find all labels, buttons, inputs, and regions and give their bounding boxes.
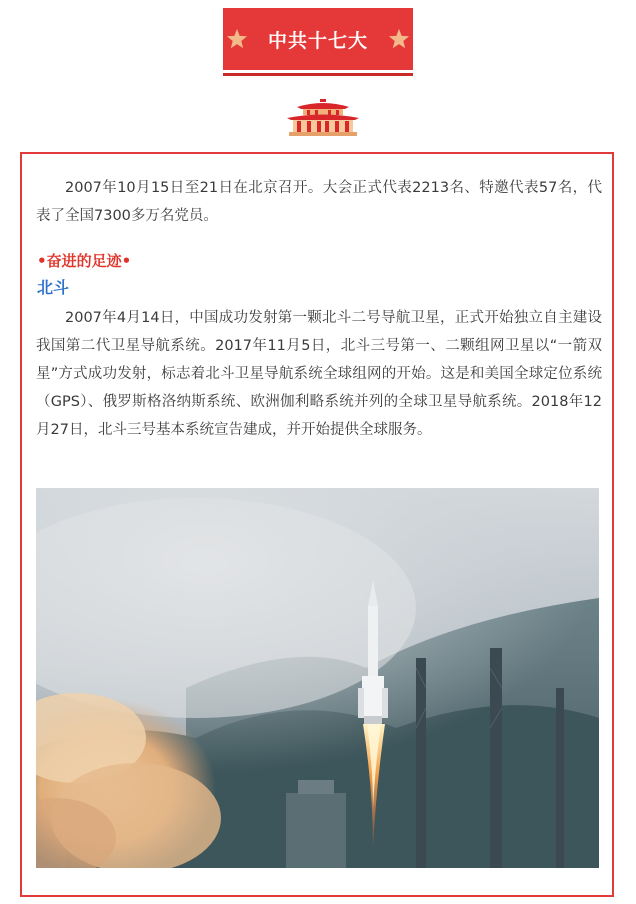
intro-paragraph: 2007年10月15日至21日在北京召开。大会正式代表2213名、特邀代表57名，代表了全国7300多万名党员。 xyxy=(36,180,602,224)
section-heading: •奋进的足迹• xyxy=(37,252,132,270)
body-paragraph: 2007年4月14日，中国成功发射第一颗北斗二号导航卫星，正式开始独立自主建设我国第二代卫星导航系统。2017年11月5日，北斗三号第一、二颗组网卫星以“一箭双星”方式成功发射，标志着北斗卫星导航系统全球组网的开始。这是和美国全球定位系统（GPS）、俄罗斯格洛纳斯系统、欧洲伽利略系统并列的全球卫星导航系统。2018年12月27日，北斗三号基本系统宣告建成，并开始提供全球服务。 xyxy=(36,310,602,438)
star-icon xyxy=(226,28,248,50)
gate-tower-icon xyxy=(283,97,363,137)
header-badge xyxy=(223,8,413,76)
subheading-beidou: 北斗 xyxy=(37,278,70,297)
header-title: 中共十七大 xyxy=(267,29,368,52)
rocket-launch-photo xyxy=(36,488,599,868)
badge-underline xyxy=(223,73,413,76)
star-icon xyxy=(388,28,410,50)
